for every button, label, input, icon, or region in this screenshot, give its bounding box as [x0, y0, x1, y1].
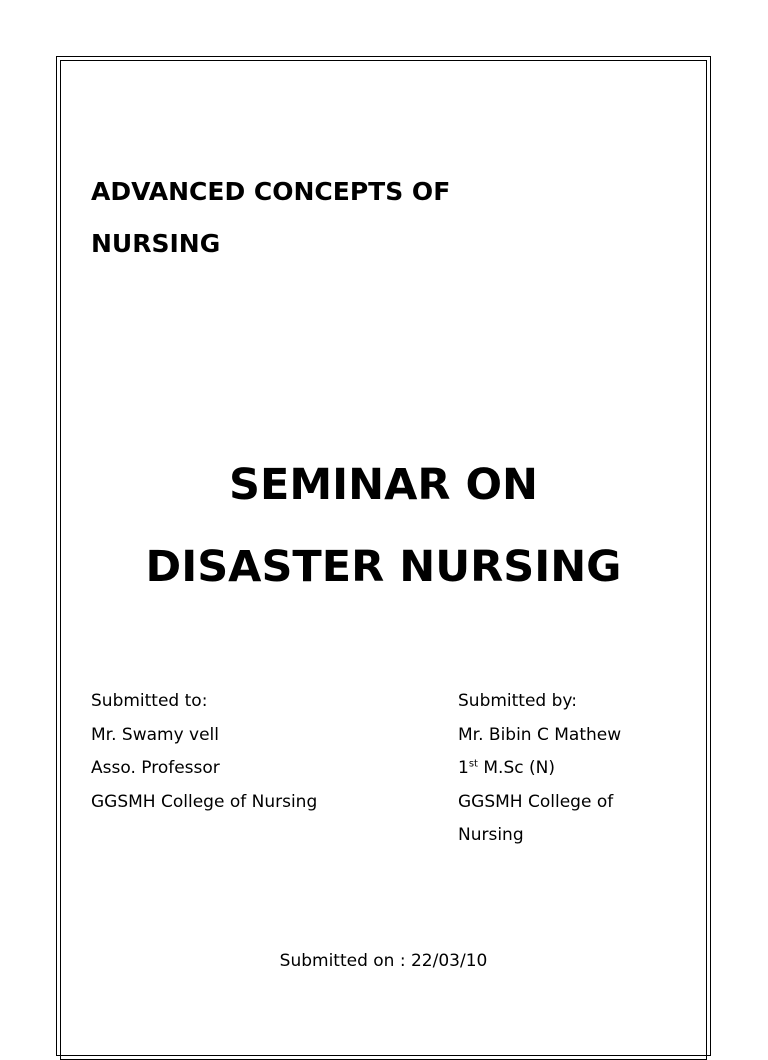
- class-degree: M.Sc (N): [477, 758, 555, 778]
- submitted-to-block: [91, 685, 421, 819]
- submitted-by-institution-line-2: Nursing: [458, 825, 524, 845]
- course-title: [91, 166, 651, 270]
- class-number: 1: [458, 758, 469, 778]
- submitted-by-institution-line-1: GGSMH College of: [458, 791, 614, 812]
- submitted-by-class: [458, 752, 688, 786]
- course-title-line-1: ADVANCED CONCEPTS OF: [91, 177, 451, 206]
- submitted-by-block: [458, 685, 688, 853]
- submitted-by-heading: Submitted by:: [458, 691, 577, 711]
- submitted-to-heading: Submitted to:: [91, 691, 208, 711]
- submitted-to-institution: GGSMH College of Nursing: [91, 791, 318, 812]
- submitted-on-date: Submitted on : 22/03/10: [279, 951, 488, 971]
- submitted-to-name: Mr. Swamy vell: [91, 724, 220, 745]
- submitted-by-name: Mr. Bibin C Mathew: [458, 724, 622, 745]
- seminar-title: [60, 444, 707, 608]
- seminar-title-line-1: SEMINAR ON: [228, 460, 539, 510]
- course-title-line-2: NURSING: [91, 229, 221, 258]
- seminar-title-line-2: DISASTER NURSING: [145, 542, 622, 592]
- class-ordinal-suffix: st: [468, 758, 478, 770]
- submitted-to-designation: Asso. Professor: [91, 758, 220, 778]
